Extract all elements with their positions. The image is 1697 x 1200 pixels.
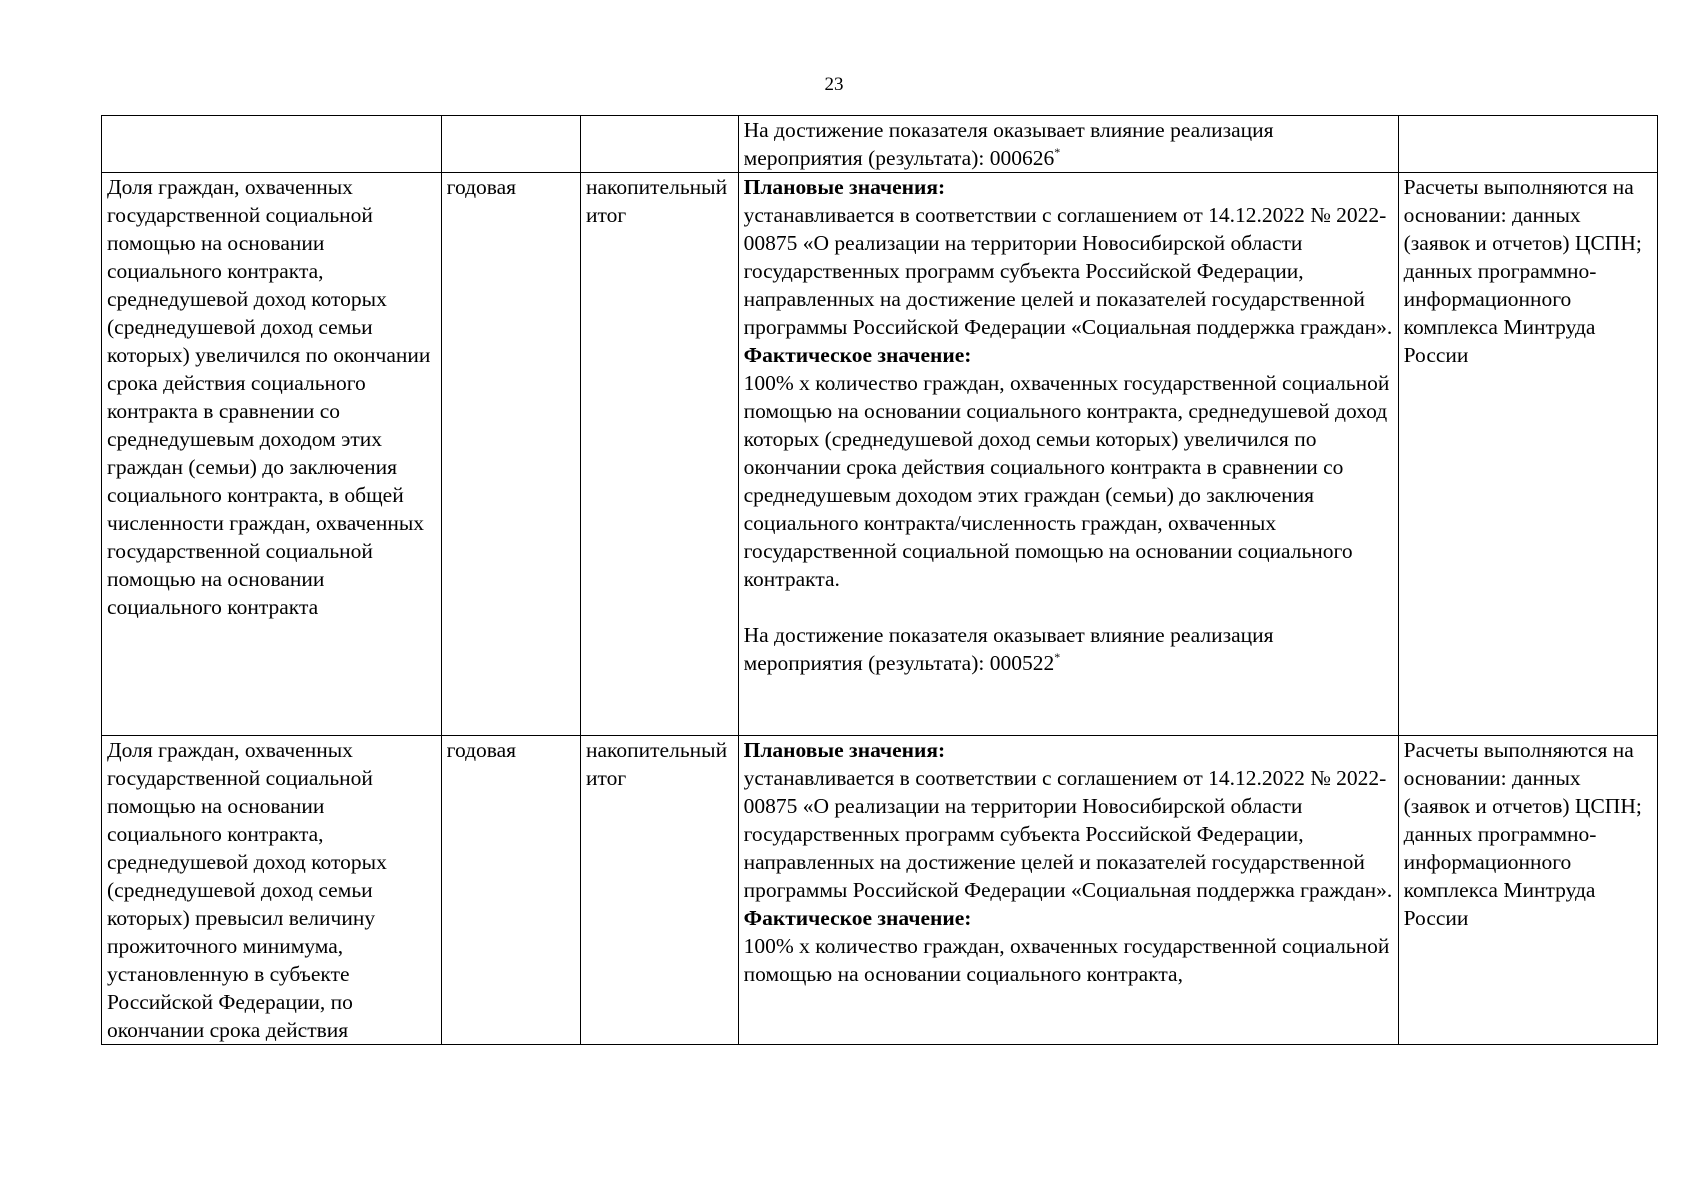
continuation-row <box>102 116 1658 173</box>
planned-label: Плановые значения: <box>743 738 946 762</box>
type-cell: накопительный итог <box>580 736 738 1045</box>
influence-text: На достижение показателя оказывает влияние реализация мероприятия (результата): 000522 <box>743 623 1274 675</box>
periodicity-cell: годовая <box>441 173 580 736</box>
indicators-table <box>101 115 1658 1045</box>
table-row <box>102 173 1658 736</box>
indicator-cell: Доля граждан, охваченных государственной социальной помощью на основании социального контракта, среднедушевой доход которых (среднедушевой доход семьи которых) увеличился по окончании срока действия социального контракта в сравнении со среднедушевым доходом этих граждан (семьи) до заключения социального контракта, в общей численности граждан, охваченных государственной социальной помощью на основании социального контракта <box>102 173 442 736</box>
method-cell <box>738 736 1398 1045</box>
actual-label: Фактическое значение: <box>743 906 972 930</box>
planned-text: устанавливается в соответствии с соглашением от 14.12.2022 № 2022-00875 «О реализации на территории Новосибирской области государственных программ субъекта Российской Федерации, направленных на достижение целей и показателей государственной программы Российской Федерации «Социальная поддержка граждан». <box>743 766 1393 902</box>
indicator-text: Доля граждан, охваченных государственной социальной помощью на основании социального контракта, среднедушевой доход которых (среднедушевой доход семьи которых) превысил величину прожиточного минимума, установленную в субъекте Российской Федерации, по окончании срока действия <box>107 738 387 1042</box>
indicator-cell <box>102 736 442 1045</box>
influence-text: На достижение показателя оказывает влияние реализация мероприятия (результата): 000626 <box>743 118 1274 170</box>
source-cell: Расчеты выполняются на основании: данных (заявок и отчетов) ЦСПН; данных программно-информационного комплекса Минтруда России <box>1398 736 1657 1045</box>
periodicity-cell-empty <box>441 116 580 173</box>
type-cell-empty <box>580 116 738 173</box>
planned-text: устанавливается в соответствии с соглашением от 14.12.2022 № 2022-00875 «О реализации на территории Новосибирской области государственных программ субъекта Российской Федерации, направленных на достижение целей и показателей государственной программы Российской Федерации «Социальная поддержка граждан». <box>743 203 1393 339</box>
method-content <box>744 736 1393 1044</box>
source-cell: Расчеты выполняются на основании: данных (заявок и отчетов) ЦСПН; данных программно-информационного комплекса Минтруда России <box>1398 173 1657 736</box>
spacer <box>744 593 1393 621</box>
footnote-mark: * <box>1054 145 1061 159</box>
actual-label: Фактическое значение: <box>743 343 972 367</box>
actual-text: 100% х количество граждан, охваченных государственной социальной помощью на основании социального контракта, <box>743 934 1390 986</box>
method-cell <box>738 116 1398 173</box>
type-cell: накопительный итог <box>580 173 738 736</box>
indicator-cell-empty <box>102 116 442 173</box>
page-number: 23 <box>824 74 844 95</box>
periodicity-cell: годовая <box>441 736 580 1045</box>
planned-label: Плановые значения: <box>743 175 946 199</box>
footnote-mark: * <box>1054 650 1061 664</box>
table-row <box>102 736 1658 1045</box>
method-cell <box>738 173 1398 736</box>
actual-text: 100% х количество граждан, охваченных государственной социальной помощью на основании социального контракта, среднедушевой доход которых (среднедушевой доход семьи которых) увеличился по окончании срока действия социального контракта в сравнении со среднедушевым доходом этих граждан (семьи) до заключения социального контракта/численность граждан, охваченных государственной социальной помощью на основании социального контракта. <box>743 371 1390 591</box>
source-cell-empty <box>1398 116 1657 173</box>
